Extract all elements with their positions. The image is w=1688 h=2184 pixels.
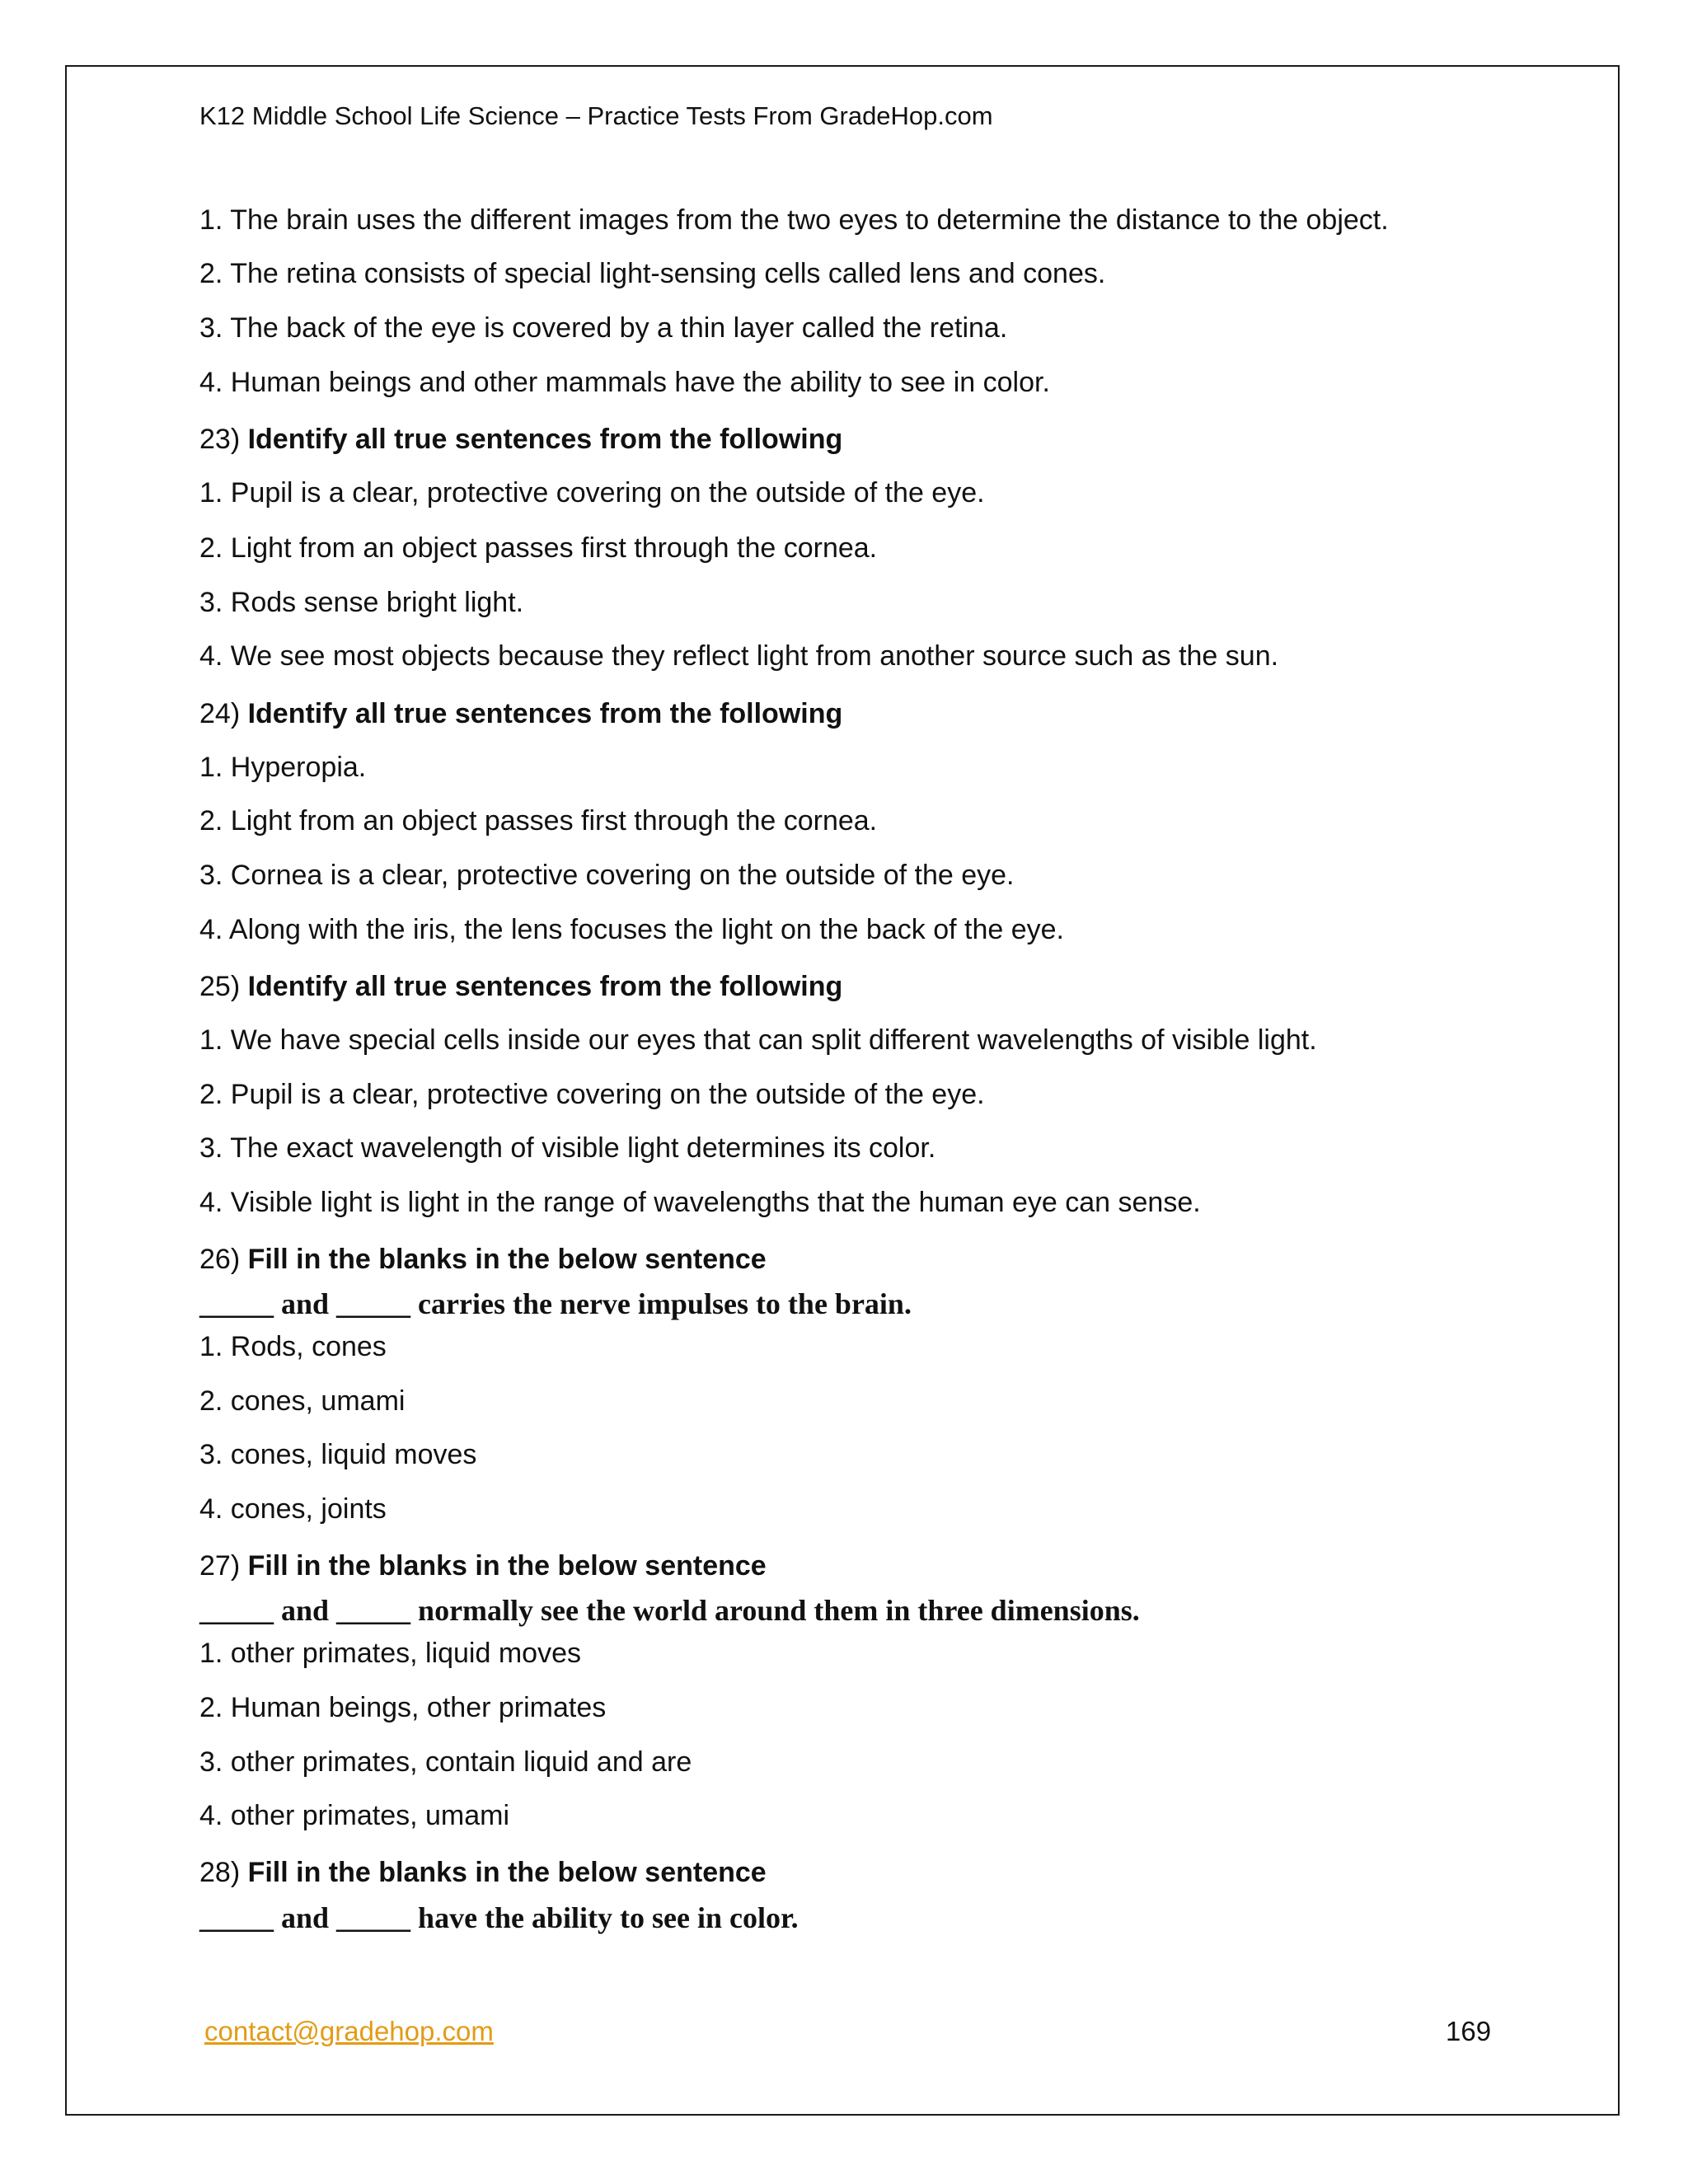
answer-option: 1. Rods, cones (199, 1331, 387, 1362)
page-header: K12 Middle School Life Science – Practice Tests From GradeHop.com (199, 101, 993, 130)
question-number: 27) (199, 1550, 241, 1582)
question-number: 26) (199, 1244, 241, 1275)
answer-option: 4. Human beings and other mammals have the ability to see in color. (199, 367, 1050, 398)
page-number: 169 (1446, 2016, 1492, 2046)
answer-option: 4. Along with the iris, the lens focuses the light on the back of the eye. (199, 914, 1064, 945)
answer-option: 3. The back of the eye is covered by a thin layer called the retina. (199, 312, 1008, 344)
answer-option: 2. Light from an object passes first through the cornea. (199, 532, 878, 564)
answer-option: 3. Cornea is a clear, protective covering on the outside of the eye. (199, 860, 1015, 891)
question-prompt (199, 1852, 767, 1893)
question-instruction: Identify all true sentences from the following (247, 424, 843, 455)
answer-option: 2. cones, umami (199, 1385, 406, 1417)
answer-option: 2. Pupil is a clear, protective covering on the outside of the eye. (199, 1079, 985, 1110)
answer-option: 1. The brain uses the different images from the two eyes to determine the distance to the object. (199, 204, 1389, 236)
question-instruction: Fill in the blanks in the below sentence (247, 1857, 767, 1888)
answer-option: 1. We have special cells inside our eyes that can split different wavelengths of visible light. (199, 1024, 1317, 1056)
question-number: 25) (199, 971, 241, 1002)
question-prompt (199, 966, 842, 1007)
answer-option: 4. We see most objects because they reflect light from another source such as the sun. (199, 640, 1279, 672)
answer-option: 4. other primates, umami (199, 1800, 510, 1831)
question-number: 23) (199, 424, 241, 455)
answer-option: 1. Hyperopia. (199, 752, 367, 783)
answer-option: 1. other primates, liquid moves (199, 1638, 581, 1669)
question-prompt (199, 419, 842, 460)
answer-option: 3. The exact wavelength of visible light determines its color. (199, 1132, 936, 1164)
answer-option: 4. cones, joints (199, 1493, 387, 1525)
answer-option: 2. Light from an object passes first through the cornea. (199, 805, 878, 837)
question-prompt (199, 1239, 767, 1280)
question-instruction: Fill in the blanks in the below sentence (247, 1550, 767, 1582)
answer-option: 3. cones, liquid moves (199, 1439, 477, 1470)
question-instruction: Identify all true sentences from the following (247, 971, 843, 1002)
answer-option: 4. Visible light is light in the range of wavelengths that the human eye can sense. (199, 1187, 1201, 1218)
answer-option: 1. Pupil is a clear, protective covering on the outside of the eye. (199, 477, 985, 509)
question-number: 24) (199, 698, 241, 729)
answer-option: 2. Human beings, other primates (199, 1692, 607, 1723)
question-instruction: Identify all true sentences from the following (247, 698, 843, 729)
fill-in-blank-sentence: _____ and _____ carries the nerve impulses to the brain. (199, 1287, 912, 1320)
answer-option: 3. other primates, contain liquid and are (199, 1746, 692, 1778)
contact-email-link[interactable]: contact@gradehop.com (204, 2016, 494, 2046)
question-prompt (199, 1545, 767, 1586)
answer-option: 2. The retina consists of special light-sensing cells called lens and cones. (199, 258, 1106, 289)
fill-in-blank-sentence: _____ and _____ have the ability to see in color. (199, 1901, 799, 1934)
question-number: 28) (199, 1857, 241, 1888)
question-prompt (199, 693, 842, 734)
question-instruction: Fill in the blanks in the below sentence (247, 1244, 767, 1275)
fill-in-blank-sentence: _____ and _____ normally see the world around them in three dimensions. (199, 1594, 1140, 1627)
answer-option: 3. Rods sense bright light. (199, 587, 524, 618)
